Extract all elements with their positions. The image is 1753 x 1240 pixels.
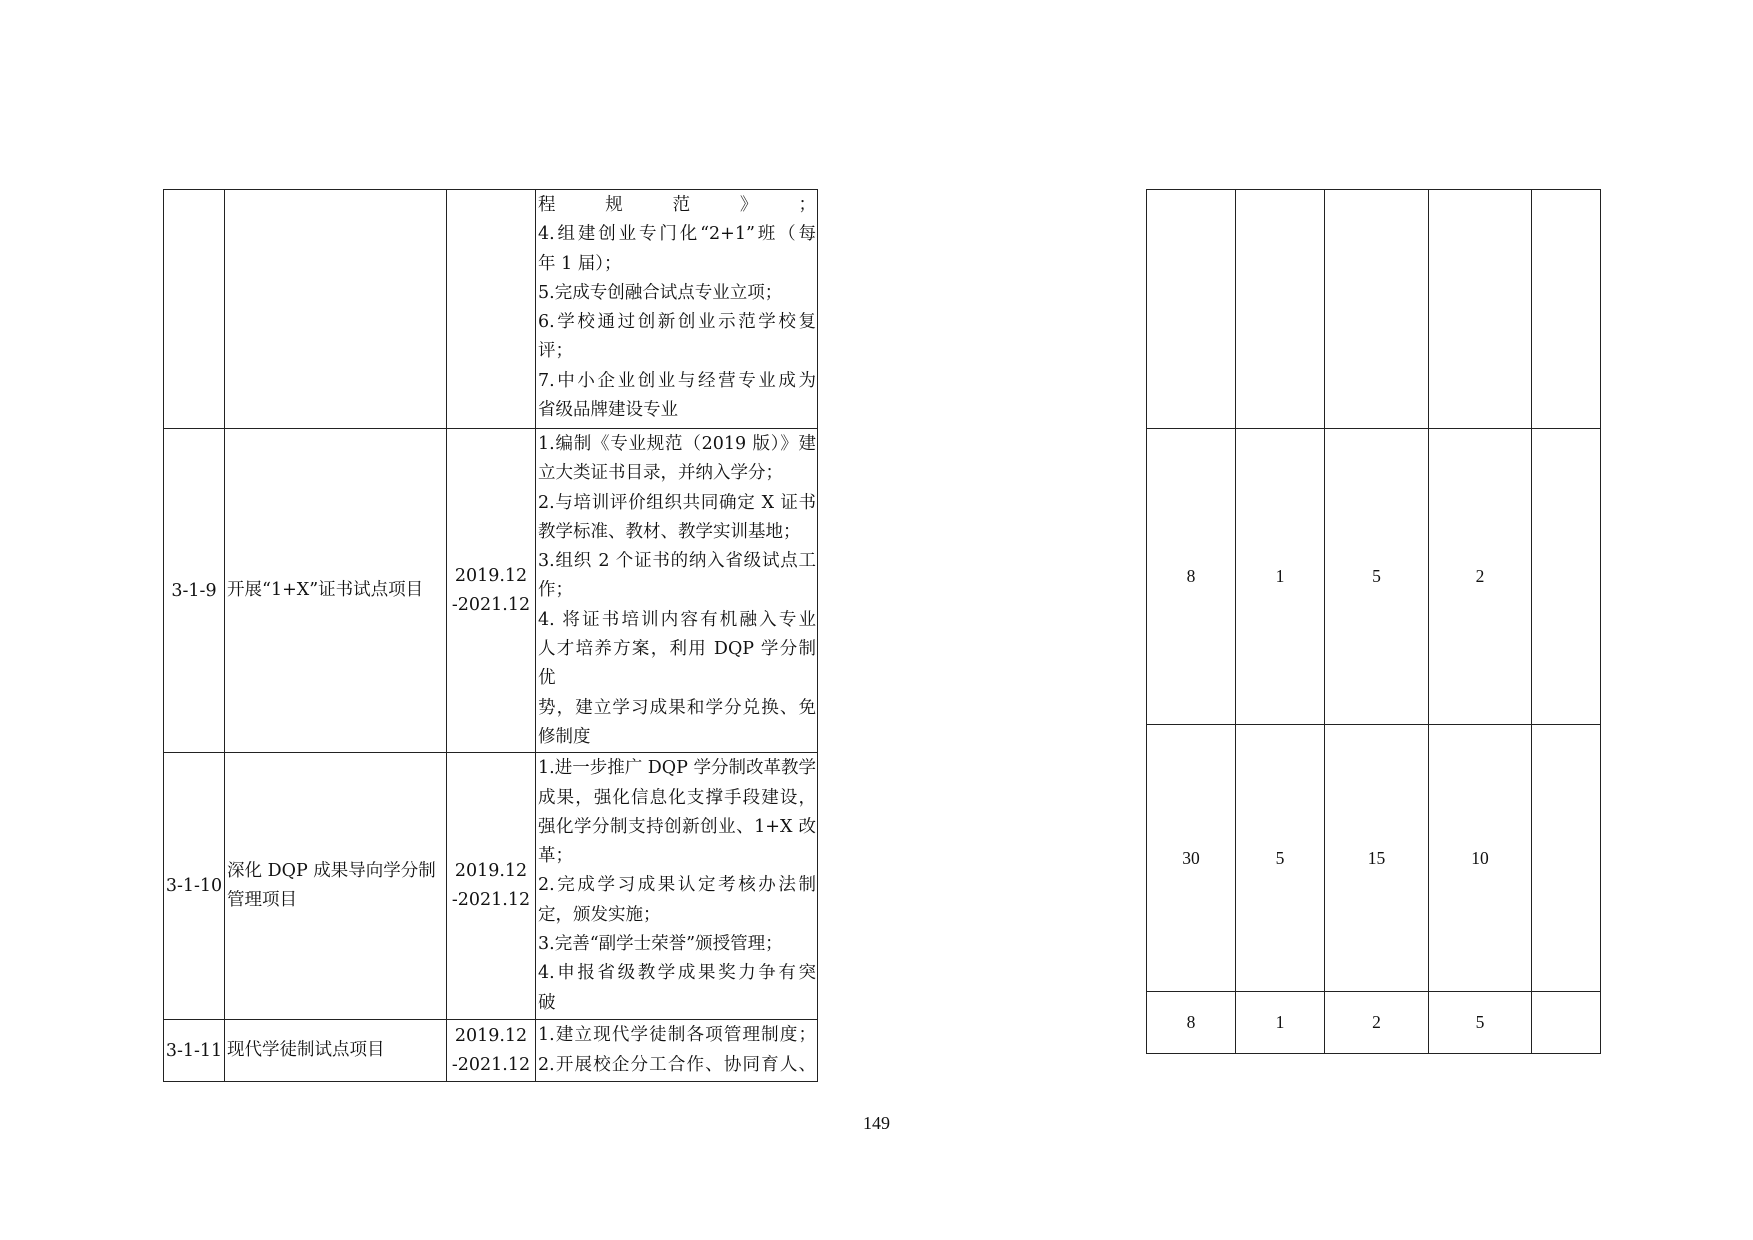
project-table — [163, 189, 818, 1082]
budget-total-cell: 8 — [1147, 992, 1236, 1054]
table-row — [1147, 725, 1601, 992]
task-line: 2.开展校企分工合作、协同育人、 — [538, 1054, 816, 1075]
table-row — [1147, 190, 1601, 429]
budget-cell: 1 — [1236, 992, 1325, 1054]
project-period-cell — [447, 753, 536, 1020]
task-line: 4. 将证书培训内容有机融入专业 — [538, 609, 816, 630]
budget-table — [1146, 189, 1601, 1054]
table-row — [1147, 429, 1601, 725]
budget-cell — [1325, 190, 1429, 429]
task-line: 4.组建创业专门化“2+1”班（每 — [538, 224, 816, 245]
task-line: 1.进一步推广 DQP 学分制改革教学 — [538, 758, 816, 779]
project-period-cell — [447, 190, 536, 429]
table-row — [164, 1020, 818, 1082]
budget-cell — [1532, 190, 1601, 429]
budget-total-cell: 8 — [1147, 429, 1236, 725]
project-period-cell — [447, 429, 536, 753]
task-line: 3.组织 2 个证书的纳入省级试点工 — [538, 551, 816, 572]
period-end: -2021.12 — [451, 1054, 531, 1075]
project-period-cell — [447, 1020, 536, 1082]
budget-total-cell — [1147, 190, 1236, 429]
budget-total-cell: 30 — [1147, 725, 1236, 992]
task-line: 评； — [538, 341, 573, 362]
task-line: 3.完善“副学士荣誉”颁授管理； — [538, 934, 783, 955]
task-line: 省级品牌建设专业 — [538, 400, 678, 421]
project-tasks-cell — [536, 429, 818, 753]
task-line: 6.学校通过创新创业示范学校复 — [538, 312, 816, 333]
task-line: 教学标准、教材、教学实训基地； — [538, 521, 801, 542]
task-line: 立大类证书目录，并纳入学分； — [538, 463, 783, 484]
table-row — [164, 753, 818, 1020]
project-name-cell — [225, 190, 447, 429]
budget-cell: 5 — [1236, 725, 1325, 992]
budget-cell: 10 — [1429, 725, 1532, 992]
task-line: 1.编制《专业规范（2019 版）》建 — [538, 434, 816, 454]
task-line: 年 1 届）； — [538, 253, 622, 274]
budget-cell: 2 — [1429, 429, 1532, 725]
table-row — [164, 190, 818, 429]
budget-cell — [1236, 190, 1325, 429]
project-id-cell: 3-1-9 — [164, 429, 225, 753]
period-start: 2019.12 — [454, 1025, 528, 1046]
project-tasks-cell — [536, 190, 818, 429]
task-line: 5.完成专创融合试点专业立项； — [538, 282, 783, 303]
task-line: 人才培养方案，利用 DQP 学分制优 — [538, 639, 816, 689]
table-row — [1147, 992, 1601, 1054]
budget-cell: 5 — [1325, 429, 1429, 725]
project-id-cell: 3-1-11 — [164, 1020, 225, 1082]
project-tasks-cell — [536, 753, 818, 1020]
task-line: 作； — [538, 580, 573, 601]
period-start: 2019.12 — [454, 861, 528, 882]
page-number: 149 — [863, 1113, 890, 1133]
project-id-cell: 3-1-10 — [164, 753, 225, 1020]
task-line: 修制度 — [538, 726, 591, 747]
project-name-cell: 现代学徒制试点项目 — [225, 1020, 447, 1082]
budget-cell: 2 — [1325, 992, 1429, 1054]
project-name-cell: 深化 DQP 成果导向学分制管理项目 — [225, 753, 447, 1020]
period-start: 2019.12 — [454, 565, 528, 586]
budget-cell — [1532, 992, 1601, 1054]
period-end: -2021.12 — [451, 890, 531, 911]
task-line: 强化学分制支持创新创业、1+X 改 — [538, 816, 816, 837]
project-name-cell: 开展“1+X”证书试点项目 — [225, 429, 447, 753]
project-id-cell — [164, 190, 225, 429]
task-line: 7.中小企业创业与经营专业成为 — [538, 370, 816, 391]
task-line: 势，建立学习成果和学分兑换、免 — [538, 697, 816, 718]
task-line: 程规范》； — [538, 195, 816, 215]
budget-cell: 15 — [1325, 725, 1429, 992]
task-line: 破 — [538, 992, 556, 1013]
budget-cell — [1532, 429, 1601, 725]
task-line: 2.与培训评价组织共同确定 X 证书 — [538, 492, 816, 513]
budget-cell — [1429, 190, 1532, 429]
period-end: -2021.12 — [451, 594, 531, 615]
budget-cell: 5 — [1429, 992, 1532, 1054]
budget-cell — [1532, 725, 1601, 992]
table-row — [164, 429, 818, 753]
task-line: 2.完成学习成果认定考核办法制 — [538, 875, 816, 896]
budget-cell: 1 — [1236, 429, 1325, 725]
task-line: 成果，强化信息化支撑手段建设， — [538, 787, 816, 808]
project-tasks-cell — [536, 1020, 818, 1082]
task-line: 定，颁发实施； — [538, 904, 661, 925]
task-line: 4.申报省级教学成果奖力争有突 — [538, 963, 816, 984]
task-line: 革； — [538, 846, 573, 867]
task-line: 1.建立现代学徒制各项管理制度； — [538, 1025, 816, 1046]
